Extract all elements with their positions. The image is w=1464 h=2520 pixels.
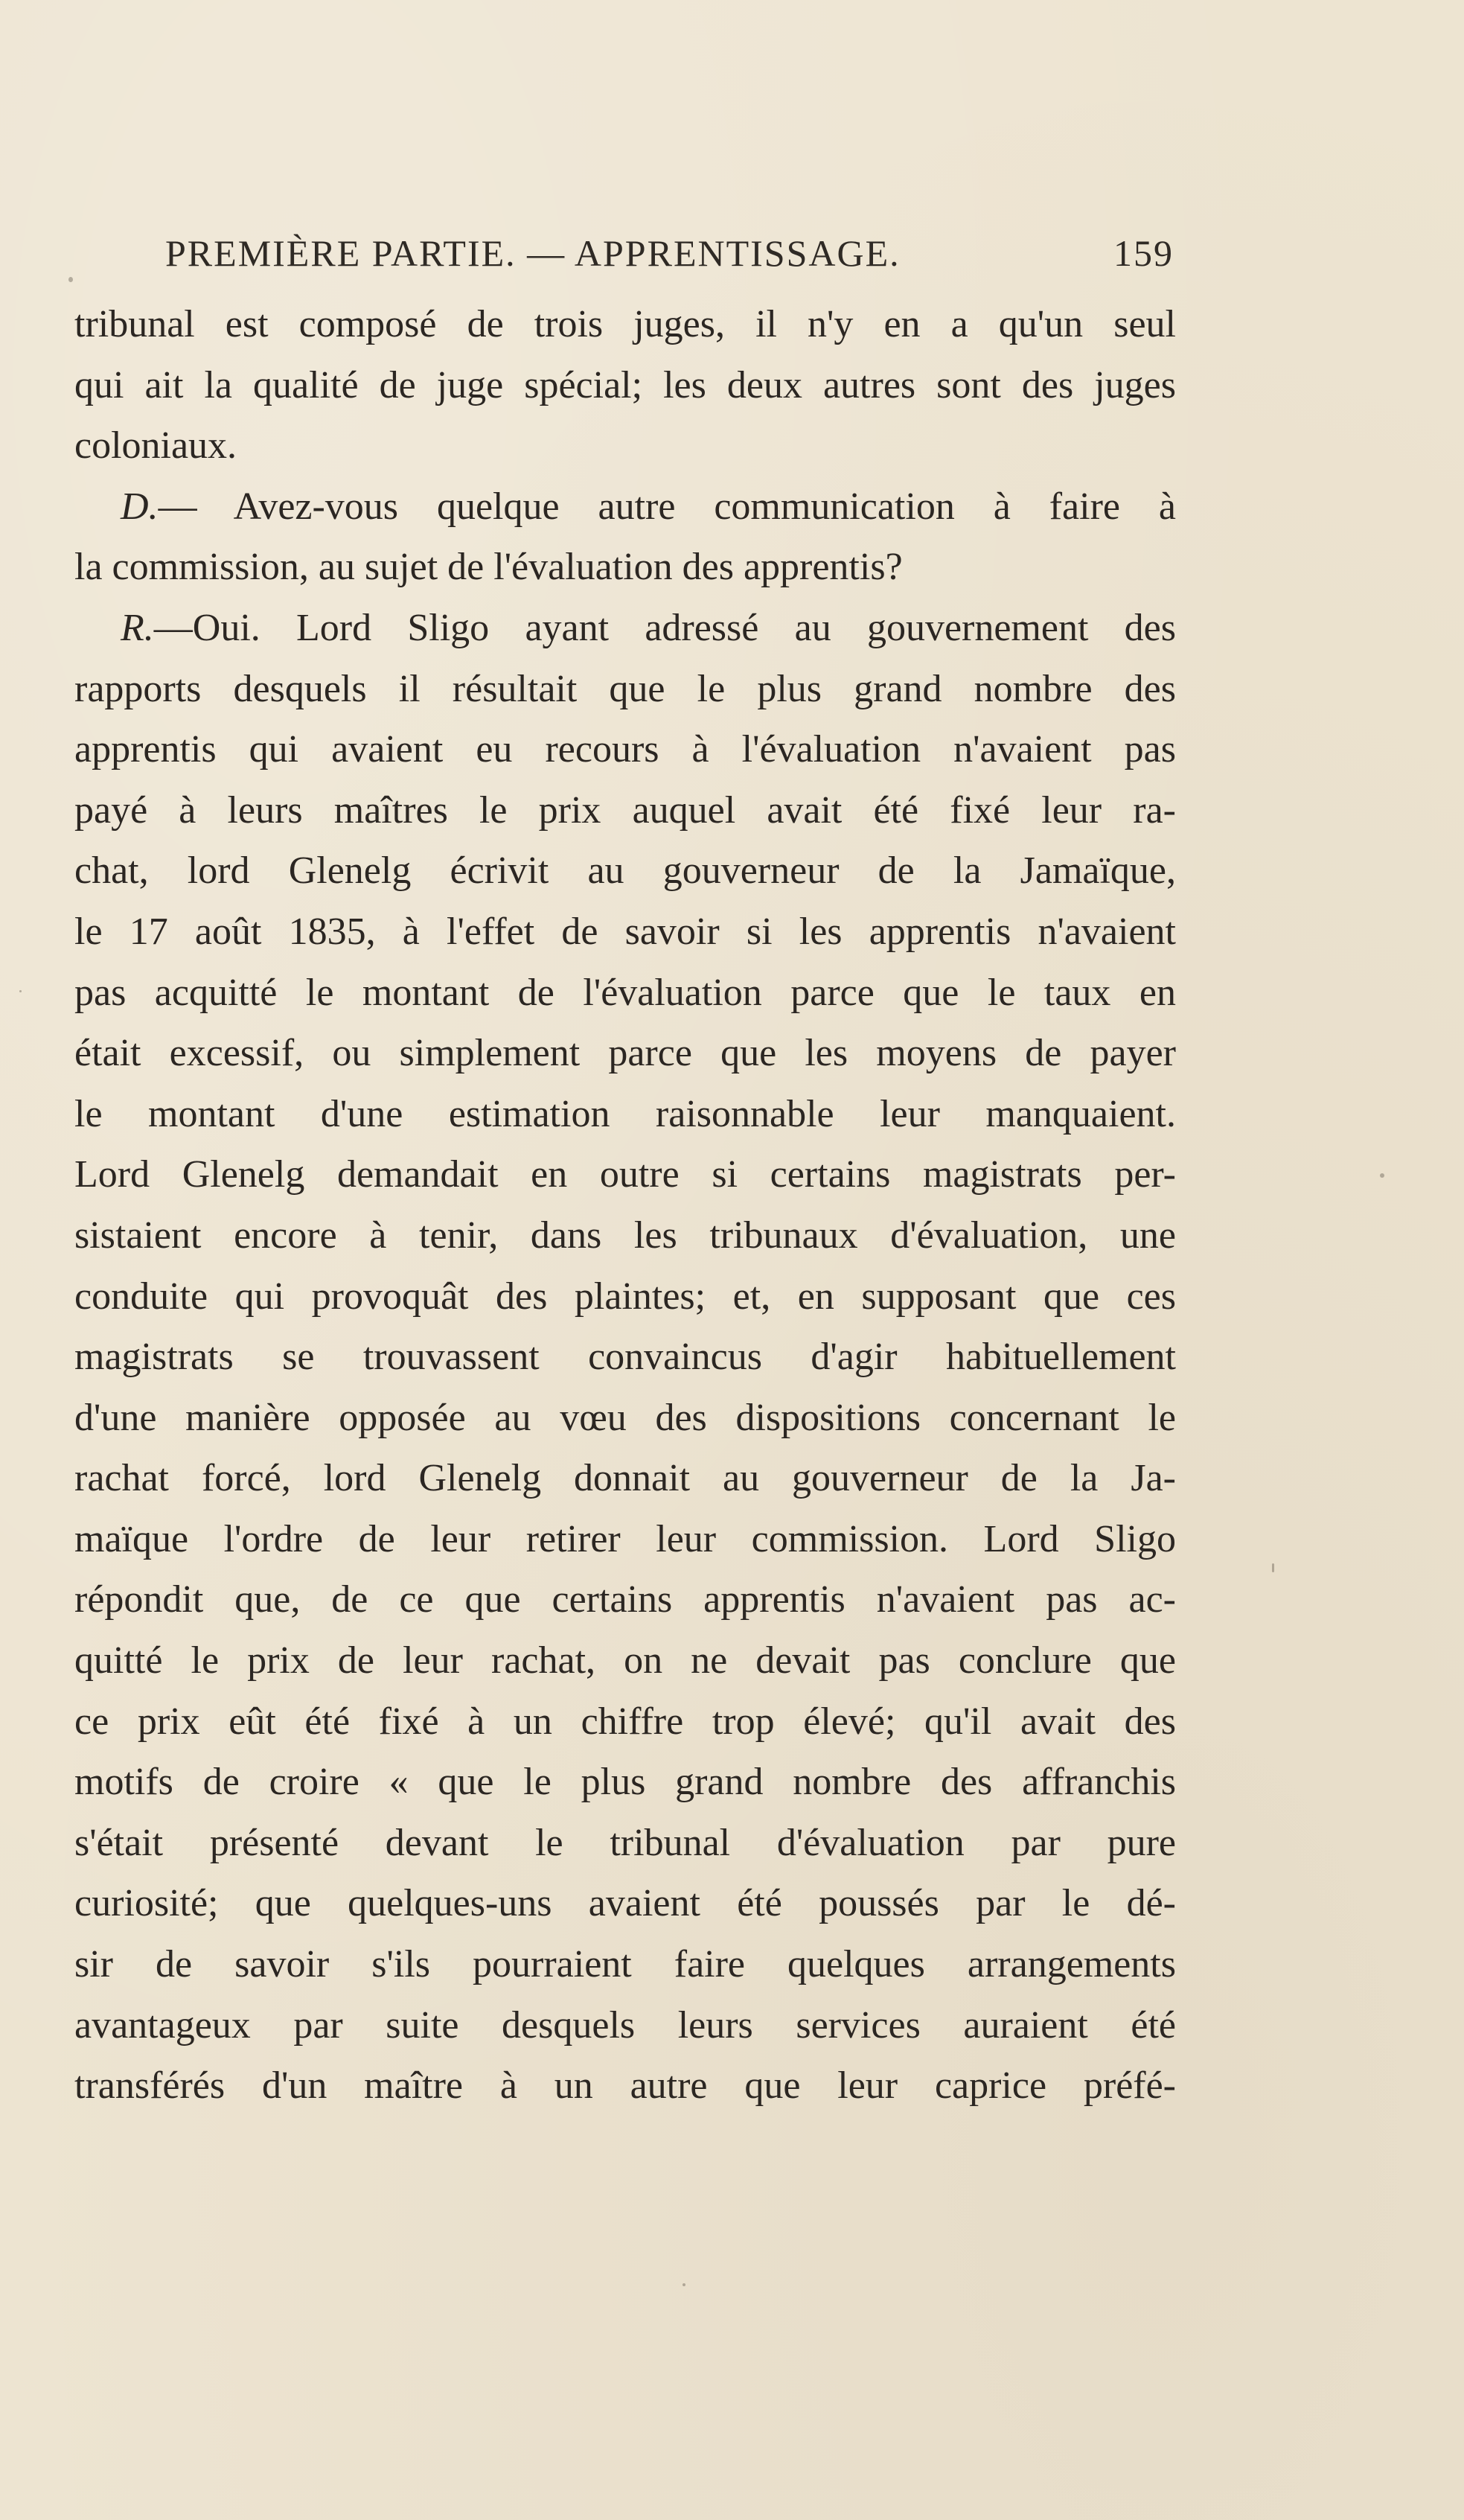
text-line: tribunal est composé de trois juges, il n'y en a qu'un seul	[74, 303, 1176, 345]
text-line: qui ait la qualité de juge spécial; les deux autres sont des juges	[74, 363, 1176, 406]
text-line: chat, lord Glenelg écrivit au gouverneur de la Jamaïque,	[74, 849, 1176, 893]
page-number: 159	[1113, 232, 1174, 274]
text-line: curiosité; que quelques-uns avaient été poussés par le dé-	[74, 1882, 1176, 1925]
text-line: maïque l'ordre de leur retirer leur commission. Lord Sligo	[74, 1517, 1176, 1560]
paper-speck	[1380, 1173, 1384, 1178]
text-line: transférés d'un maître à un autre que leur caprice préfé-	[74, 2064, 1176, 2108]
answer-line	[74, 598, 1176, 659]
text-line: répondit que, de ce que certains apprentis n'avaient pas ac-	[74, 1578, 1176, 1621]
running-header	[165, 223, 1174, 283]
text-line: le 17 août 1835, à l'effet de savoir si les apprentis n'avaient	[74, 910, 1176, 953]
paper-speck	[68, 277, 73, 282]
text-line: sir de savoir s'ils pourraient faire quelques arrangements	[74, 1943, 1176, 1986]
body-text	[74, 294, 1176, 2117]
text-line: la commission, au sujet de l'évaluation des apprentis?	[74, 546, 903, 589]
question-line	[74, 476, 1176, 538]
speaker-label: D.	[121, 485, 159, 528]
text-line: quitté le prix de leur rachat, on ne devait pas conclure que	[74, 1639, 1176, 1682]
running-title: PREMIÈRE PARTIE. — APPRENTISSAGE.	[165, 232, 901, 274]
speaker-label: R.	[121, 606, 154, 649]
text-line: apprentis qui avaient eu recours à l'évaluation n'avaient pas	[74, 728, 1176, 771]
text-line: conduite qui provoquât des plaintes; et, en supposant que ces	[74, 1275, 1176, 1318]
text-line: payé à leurs maîtres le prix auquel avait été fixé leur ra-	[74, 788, 1176, 832]
answer-text: —Oui. Lord Sligo ayant adressé au gouvernement des	[153, 606, 1176, 649]
text-line: d'une manière opposée au vœu des dispositions concernant le	[74, 1396, 1176, 1439]
text-line: magistrats se trouvassent convaincus d'agir habituellement	[74, 1336, 1176, 1379]
paper-speck	[19, 990, 22, 992]
paper-speck	[683, 2283, 685, 2286]
text-line: motifs de croire « que le plus grand nombre des affranchis	[74, 1761, 1176, 1804]
text-line: pas acquitté le montant de l'évaluation parce que le taux en	[74, 971, 1176, 1014]
text-line: coloniaux.	[74, 424, 237, 468]
question-text: — Avez-vous quelque autre communication à faire à	[158, 485, 1176, 528]
text-line: ce prix eût été fixé à un chiffre trop élevé; qu'il avait des	[74, 1700, 1176, 1743]
text-line: rapports desquels il résultait que le plus grand nombre des	[74, 667, 1176, 710]
text-line: rachat forcé, lord Glenelg donnait au gouverneur de la Ja-	[74, 1457, 1176, 1500]
text-line: sistaient encore à tenir, dans les tribunaux d'évaluation, une	[74, 1213, 1176, 1257]
text-line: était excessif, ou simplement parce que les moyens de payer	[74, 1032, 1176, 1075]
text-line: avantageux par suite desquels leurs services auraient été	[74, 2003, 1176, 2047]
text-line: s'était présenté devant le tribunal d'évaluation par pure	[74, 1821, 1176, 1864]
text-line: Lord Glenelg demandait en outre si certains magistrats per-	[74, 1153, 1176, 1196]
text-line: le montant d'une estimation raisonnable leur manquaient.	[74, 1092, 1176, 1135]
paper-speck	[1272, 1563, 1274, 1572]
